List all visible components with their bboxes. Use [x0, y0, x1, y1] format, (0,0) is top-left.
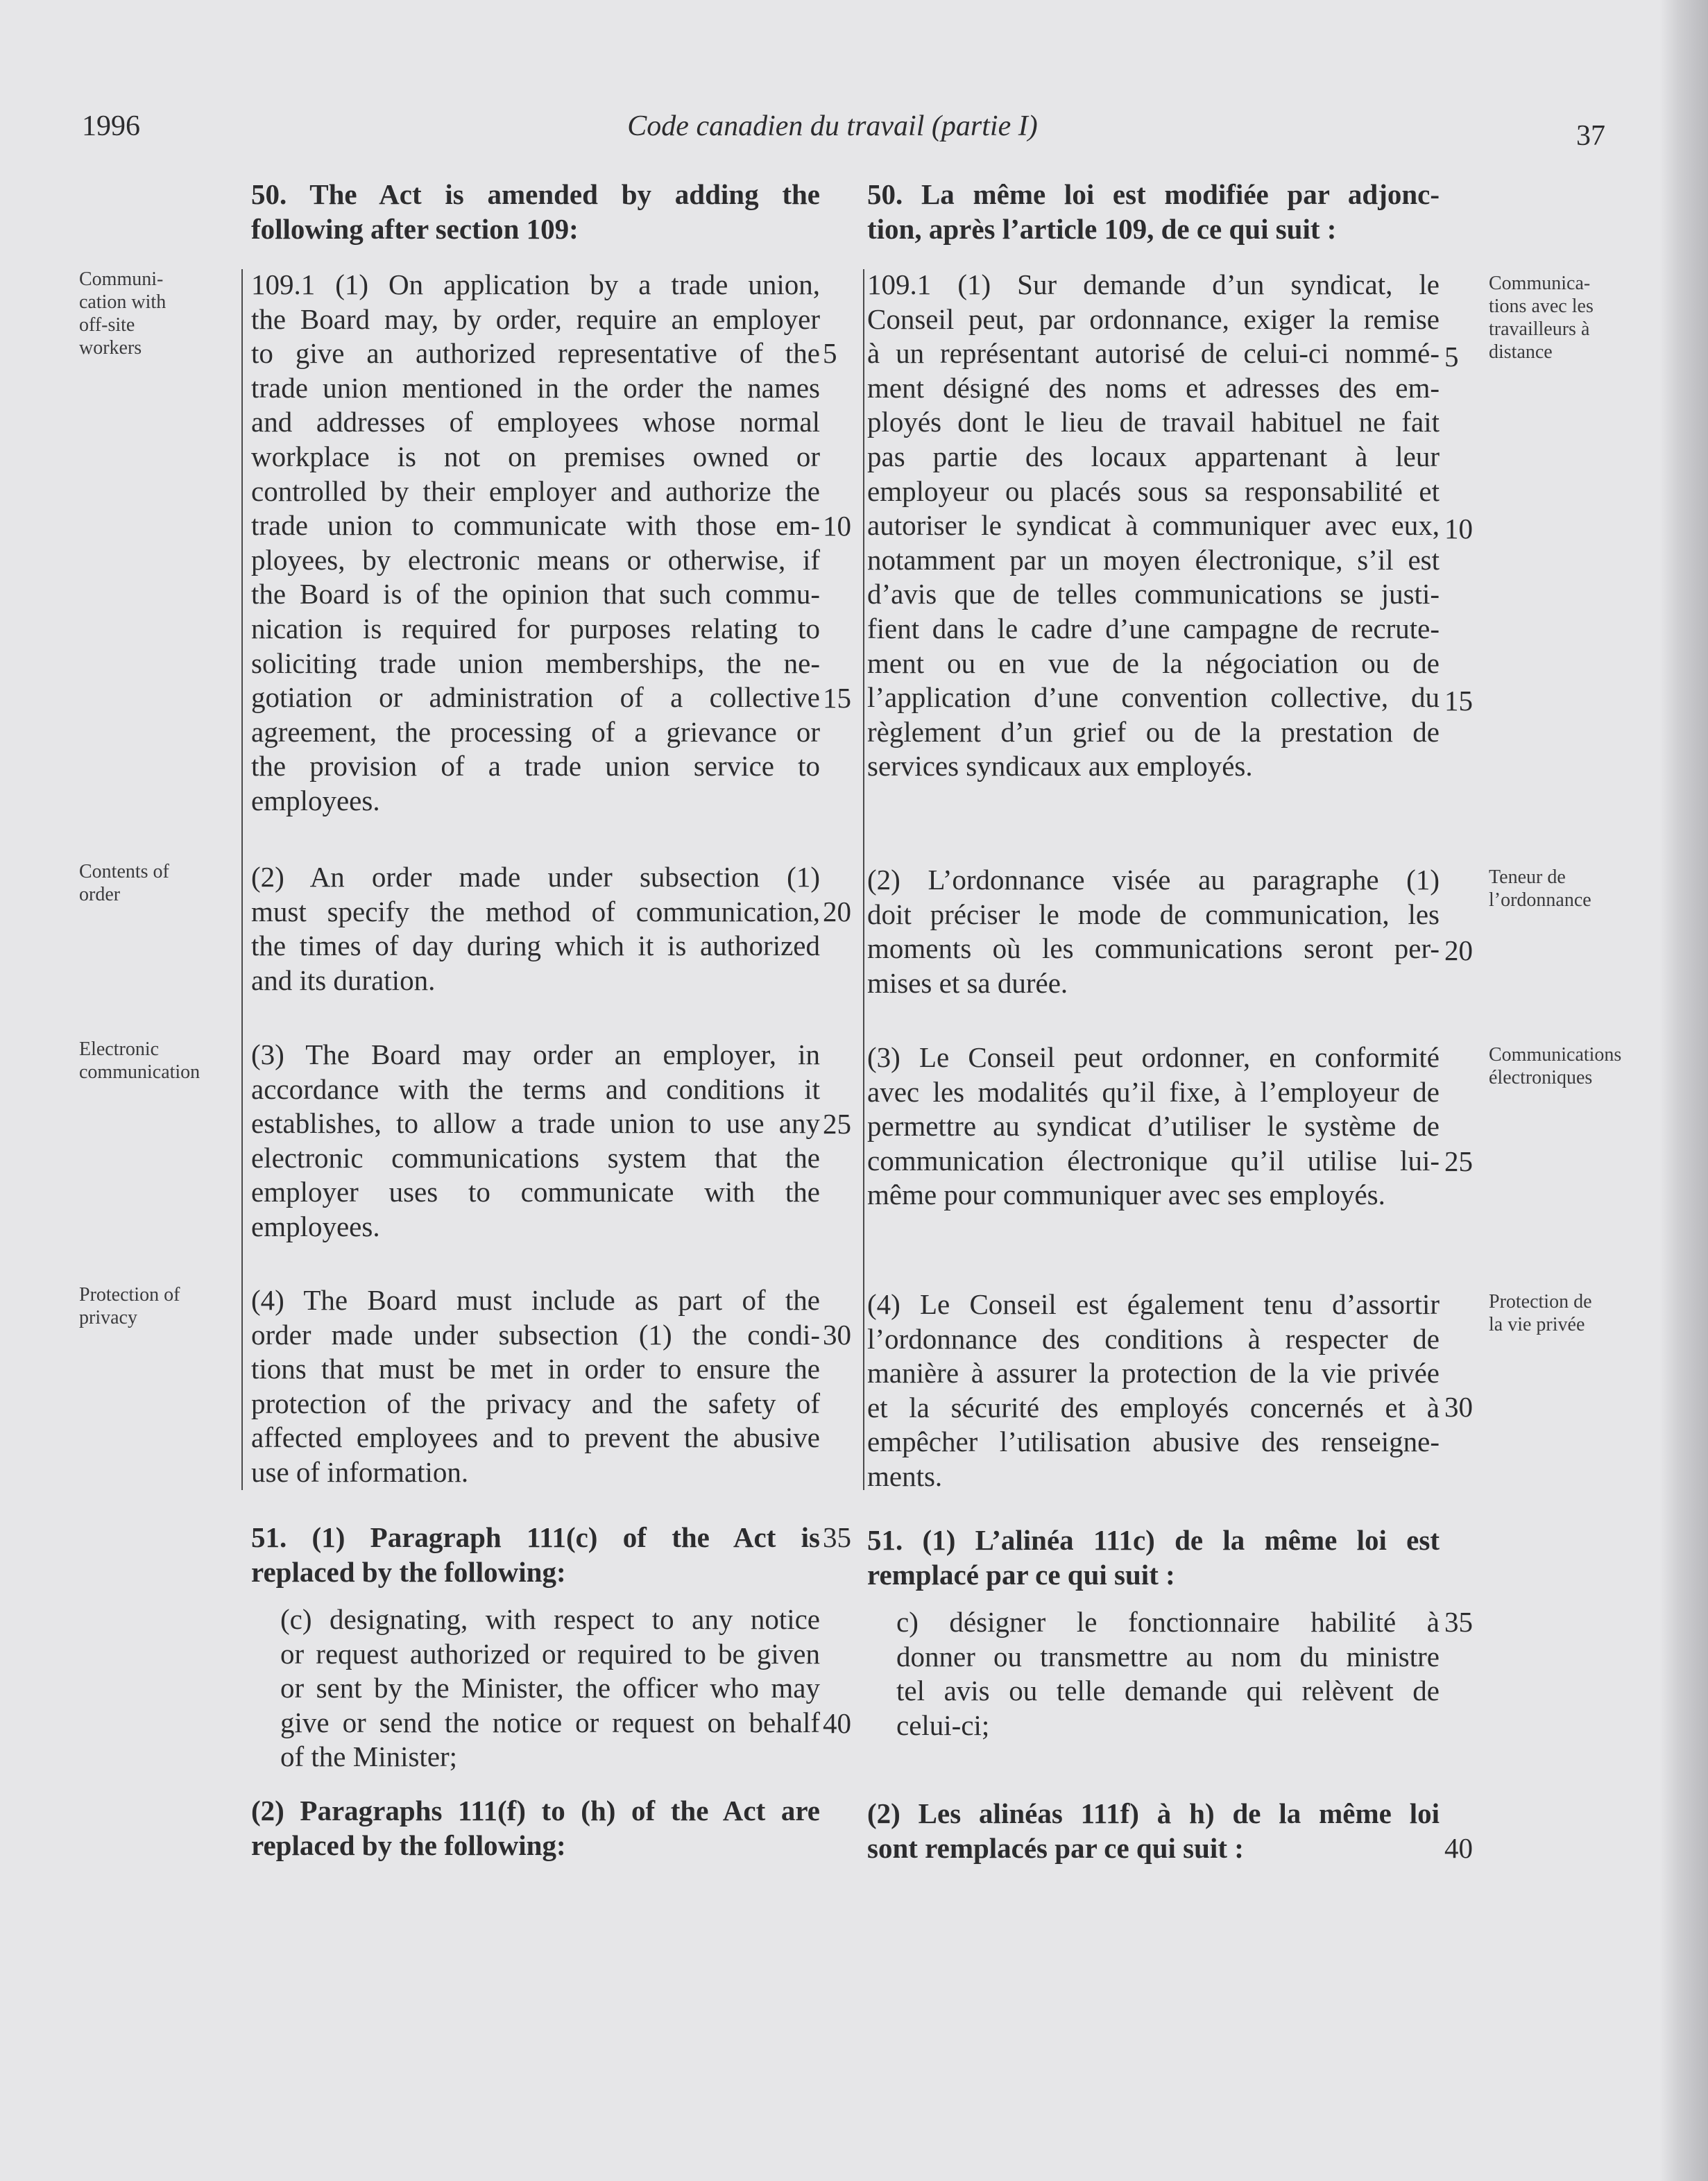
english-line-number: 30: [823, 1319, 851, 1351]
french-line-number: 10: [1444, 513, 1473, 545]
french-section-109-1-2: (2) L’ordonnance visée au paragraphe (1) doit préciser le mode de communication, les moments où les communications seront per- mises et sa durée.: [867, 864, 1440, 999]
english-line-number: 15: [823, 682, 851, 714]
english-clause-51-1-heading: 51. (1) Paragraph 111(c) of the Act is replaced by the following:: [251, 1521, 820, 1588]
french-section-109-1-1: 109.1 (1) Sur demande d’un syndicat, le Conseil peut, par ordonnance, exiger la remise à un représentant autorisé de celui-ci nommé- ment désigné des noms et adresses des em- ployés dont le lieu de travail habituel ne fait pas partie des locaux appartenant à leur employeur ou placés sous sa responsabilité et autoriser le syndicat à communiquer avec eux, notamment par un moyen électronique, s’il est d’avis que de telles communications se justi- fient dans le cadre d’une campagne de recrute- ment ou en vue de la négociation ou de l’application d’une convention collective, du règlement d’un grief ou de la prestation de services syndicaux aux employés.: [867, 268, 1440, 782]
french-clause-50-heading: 50. La même loi est modifiée par adjonc- tion, après l’article 109, de ce qui suit :: [867, 178, 1440, 245]
marginal-note-protection-of-privacy: Protection of privacy: [79, 1284, 180, 1328]
french-line-number: 30: [1444, 1391, 1473, 1423]
page-edge-shadow: [1659, 0, 1708, 2181]
marginal-note-electronic-communication: Electronic communication: [79, 1038, 200, 1083]
english-margin-rule: [241, 269, 243, 1490]
english-line-number: 10: [823, 510, 851, 542]
french-section-109-1-4: (4) Le Conseil est également tenu d’assortir l’ordonnance des conditions à respecter de manière à assurer la protection de la vie privée et la sécurité des employés concernés et à empêcher l’utilisation abusive des renseigne- ments.: [867, 1288, 1440, 1492]
english-clause-51-2-heading: (2) Paragraphs 111(f) to (h) of the Act are replaced by the following:: [251, 1795, 820, 1861]
english-line-number: 40: [823, 1707, 851, 1739]
french-paragraph-111c: c) désigner le fonctionnaire habilité à donner ou transmettre au nom du ministre tel avis ou telle demande qui relèvent de celui-ci;: [896, 1606, 1440, 1741]
english-line-number: 35: [823, 1521, 851, 1553]
marginal-note-teneur-de-l-ordonnance: Teneur de l’ordonnance: [1489, 866, 1591, 911]
english-section-109-1-4: (4) The Board must include as part of the order made under subsection (1) the condi- tions that must be met in order to ensure the protection of the privacy and the safety of affected employees and to prevent the abusive use of information.: [251, 1284, 820, 1488]
marginal-note-travailleurs-a-distance: Communica- tions avec les travailleurs à distance: [1489, 273, 1594, 363]
header-year: 1996: [82, 110, 140, 142]
french-line-number: 20: [1444, 934, 1473, 966]
french-line-number: 15: [1444, 685, 1473, 717]
english-section-109-1-2: (2) An order made under subsection (1) must specify the method of communication, the times of day during which it is authorized and its duration.: [251, 861, 820, 996]
english-paragraph-111c: (c) designating, with respect to any notice or request authorized or required to be given or sent by the Minister, the officer who may give or send the notice or request on behalf of the Minister;: [280, 1603, 820, 1773]
french-line-number: 25: [1444, 1145, 1473, 1177]
marginal-note-contents-of-order: Contents of order: [79, 861, 169, 905]
english-line-number: 25: [823, 1108, 851, 1140]
french-line-number: 35: [1444, 1606, 1473, 1638]
marginal-note-communications-electroniques: Communications électroniques: [1489, 1044, 1622, 1088]
marginal-note-off-site-workers: Communi- cation with off-site workers: [79, 268, 166, 359]
header-title: Code canadien du travail (partie I): [627, 110, 1038, 142]
french-line-number: 40: [1444, 1832, 1473, 1864]
english-section-109-1-1: 109.1 (1) On application by a trade union, the Board may, by order, require an employer to give an authorized representative of the trade union mentioned in the order the names and addresses of employees whose normal workplace is not on premises owned or controlled by their employer and authorize the trade union to communicate with those em- ployees, by electronic means or otherwise, if the Board is of the opinion that such commu- nication is required for purposes relating to soliciting trade union memberships, the ne- gotiation or administration of a collective agreement, the processing of a grievance or the provision of a trade union service to employees.: [251, 268, 820, 816]
english-clause-50-heading: 50. The Act is amended by adding the following after section 109:: [251, 178, 820, 245]
english-line-number: 20: [823, 896, 851, 927]
page-number: 37: [1576, 120, 1605, 152]
english-line-number: 5: [823, 337, 837, 369]
english-section-109-1-3: (3) The Board may order an employer, in accordance with the terms and conditions it establishes, to allow a trade union to use any electronic communications system that the employer uses to communicate with the employees.: [251, 1038, 820, 1242]
french-margin-rule: [863, 269, 864, 1490]
french-clause-51-1-heading: 51. (1) L’alinéa 111c) de la même loi est remplacé par ce qui suit :: [867, 1524, 1440, 1591]
french-line-number: 5: [1444, 341, 1459, 373]
french-clause-51-2-heading: (2) Les alinéas 111f) à h) de la même loi sont remplacés par ce qui suit :: [867, 1797, 1440, 1864]
marginal-note-protection-de-la-vie-privee: Protection de la vie privée: [1489, 1291, 1592, 1335]
french-section-109-1-3: (3) Le Conseil peut ordonner, en conformité avec les modalités qu’il fixe, à l’employeur de permettre au syndicat d’utiliser le système de communication électronique qu’il utilise lui- même pour communiquer avec ses employés.: [867, 1041, 1440, 1211]
